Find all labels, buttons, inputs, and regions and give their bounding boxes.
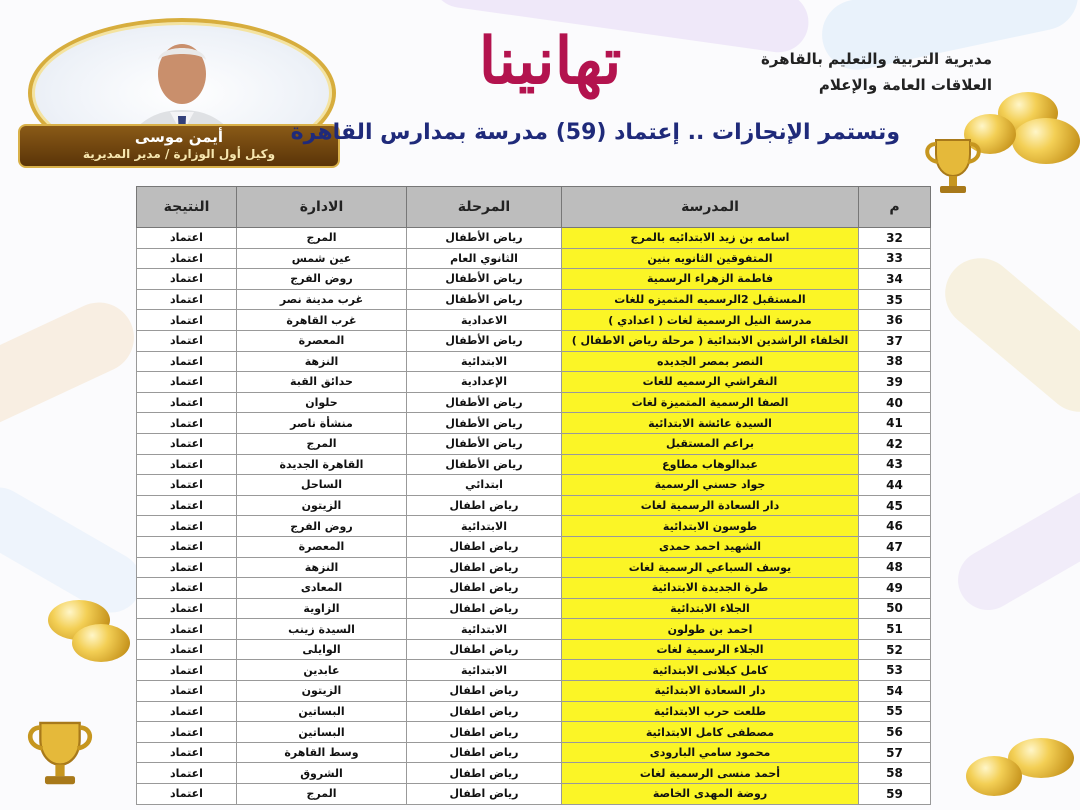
stage: رياض اطفال: [407, 557, 562, 578]
table-row: [137, 289, 931, 310]
table-row: [137, 433, 931, 454]
school-name: مدرسة النيل الرسمية لغات ( اعدادي ): [562, 310, 859, 331]
header-school: المدرسة: [562, 187, 859, 228]
stage: رياض الأطفال: [407, 330, 562, 351]
school-name: الخلفاء الراشدين الابتدائية ( مرحلة رياض الاطفال ): [562, 330, 859, 351]
result: اعتماد: [137, 578, 237, 599]
administration: الساحل: [237, 475, 407, 496]
administration: النزهة: [237, 351, 407, 372]
row-number: 58: [859, 763, 931, 784]
stage: رياض اطفال: [407, 701, 562, 722]
table-row: [137, 639, 931, 660]
administration: غرب مدينة نصر: [237, 289, 407, 310]
administration: حدائق القبة: [237, 372, 407, 393]
stage: الابتدائية: [407, 619, 562, 640]
school-name: يوسف السباعي الرسمية لغات: [562, 557, 859, 578]
header-administration: الادارة: [237, 187, 407, 228]
administration: الزاوية: [237, 598, 407, 619]
school-name: الجلاء الابتدائية: [562, 598, 859, 619]
stage: رياض اطفال: [407, 681, 562, 702]
administration: الشروق: [237, 763, 407, 784]
table-row: [137, 269, 931, 290]
row-number: 34: [859, 269, 931, 290]
school-name: كامل كيلانى الابتدائية: [562, 660, 859, 681]
headline: وتستمر الإنجازات .. إعتماد (59) مدرسة بمدارس القاهرة: [290, 120, 900, 145]
streamer-decoration: [931, 244, 1080, 426]
administration: المعصرة: [237, 330, 407, 351]
row-number: 59: [859, 784, 931, 805]
trophy-icon: [18, 716, 102, 790]
gold-balloon: [1012, 118, 1080, 164]
result: اعتماد: [137, 763, 237, 784]
administration: روض الفرج: [237, 269, 407, 290]
school-name: المتفوقين الثانويه بنين: [562, 248, 859, 269]
stage: رياض الأطفال: [407, 289, 562, 310]
administration: المعصرة: [237, 536, 407, 557]
table-row: [137, 495, 931, 516]
result: اعتماد: [137, 639, 237, 660]
row-number: 41: [859, 413, 931, 434]
stage: رياض الأطفال: [407, 454, 562, 475]
table-row: [137, 742, 931, 763]
stage: رياض اطفال: [407, 763, 562, 784]
table-row: [137, 578, 931, 599]
administration: الزيتون: [237, 681, 407, 702]
row-number: 51: [859, 619, 931, 640]
result: اعتماد: [137, 392, 237, 413]
administration: عين شمس: [237, 248, 407, 269]
administration: الزيتون: [237, 495, 407, 516]
result: اعتماد: [137, 248, 237, 269]
stage: رياض الأطفال: [407, 228, 562, 249]
stage: رياض اطفال: [407, 639, 562, 660]
school-name: النقراشي الرسميه للغات: [562, 372, 859, 393]
row-number: 53: [859, 660, 931, 681]
table-row: [137, 392, 931, 413]
header-number: م: [859, 187, 931, 228]
school-name: الشهيد احمد حمدى: [562, 536, 859, 557]
school-name: الصفا الرسمية المتميزة لغات: [562, 392, 859, 413]
result: اعتماد: [137, 742, 237, 763]
administration: عابدين: [237, 660, 407, 681]
result: اعتماد: [137, 619, 237, 640]
row-number: 52: [859, 639, 931, 660]
result: اعتماد: [137, 598, 237, 619]
stage: رياض اطفال: [407, 784, 562, 805]
table-row: [137, 598, 931, 619]
table-row: [137, 557, 931, 578]
result: اعتماد: [137, 557, 237, 578]
department-line2: العلاقات العامة والإعلام: [818, 76, 992, 94]
school-name: أحمد منسى الرسمية لغات: [562, 763, 859, 784]
result: اعتماد: [137, 269, 237, 290]
administration: حلوان: [237, 392, 407, 413]
table-row: [137, 784, 931, 805]
table-row: [137, 454, 931, 475]
stage: رياض الأطفال: [407, 433, 562, 454]
stage: رياض الأطفال: [407, 413, 562, 434]
result: اعتماد: [137, 536, 237, 557]
table-row: [137, 763, 931, 784]
stage: رياض الأطفال: [407, 392, 562, 413]
administration: البساتين: [237, 722, 407, 743]
streamer-decoration: [0, 291, 145, 439]
row-number: 33: [859, 248, 931, 269]
school-name: فاطمة الزهراء الرسمية: [562, 269, 859, 290]
row-number: 38: [859, 351, 931, 372]
row-number: 49: [859, 578, 931, 599]
table-row: [137, 228, 931, 249]
administration: المرج: [237, 433, 407, 454]
row-number: 56: [859, 722, 931, 743]
row-number: 46: [859, 516, 931, 537]
gold-balloon: [966, 756, 1022, 796]
table-row: [137, 660, 931, 681]
row-number: 48: [859, 557, 931, 578]
person-title: وكيل أول الوزارة / مدير المديرية: [82, 147, 276, 161]
stage: الإعدادية: [407, 372, 562, 393]
school-name: النصر بمصر الجديده: [562, 351, 859, 372]
result: اعتماد: [137, 784, 237, 805]
school-name: عبدالوهاب مطاوع: [562, 454, 859, 475]
row-number: 32: [859, 228, 931, 249]
administration: السيدة زينب: [237, 619, 407, 640]
streamer-decoration: [947, 479, 1080, 621]
stage: الاعدادية: [407, 310, 562, 331]
administration: غرب القاهرة: [237, 310, 407, 331]
table-row: [137, 722, 931, 743]
row-number: 40: [859, 392, 931, 413]
school-name: طلعت حرب الابتدائية: [562, 701, 859, 722]
table-row: [137, 516, 931, 537]
administration: منشأة ناصر: [237, 413, 407, 434]
school-name: روضة المهدى الخاصة: [562, 784, 859, 805]
row-number: 42: [859, 433, 931, 454]
result: اعتماد: [137, 660, 237, 681]
table-header-row: [137, 187, 931, 228]
administration: القاهرة الجديدة: [237, 454, 407, 475]
result: اعتماد: [137, 372, 237, 393]
header-stage: المرحلة: [407, 187, 562, 228]
result: اعتماد: [137, 495, 237, 516]
congrats-title: تهانينا: [478, 24, 622, 99]
school-name: مصطفى كامل الابتدائية: [562, 722, 859, 743]
department-info: [732, 46, 992, 98]
result: اعتماد: [137, 413, 237, 434]
result: اعتماد: [137, 454, 237, 475]
row-number: 47: [859, 536, 931, 557]
result: اعتماد: [137, 722, 237, 743]
schools-table: [136, 186, 931, 805]
stage: رياض اطفال: [407, 578, 562, 599]
administration: الوايلى: [237, 639, 407, 660]
row-number: 39: [859, 372, 931, 393]
row-number: 43: [859, 454, 931, 475]
department-line1: مديرية التربية والتعليم بالقاهرة: [761, 50, 992, 68]
table-row: [137, 372, 931, 393]
table-row: [137, 681, 931, 702]
school-name: طرة الجديدة الابتدائية: [562, 578, 859, 599]
row-number: 57: [859, 742, 931, 763]
stage: رياض اطفال: [407, 536, 562, 557]
result: اعتماد: [137, 310, 237, 331]
stage: رياض اطفال: [407, 495, 562, 516]
stage: الثانوي العام: [407, 248, 562, 269]
result: اعتماد: [137, 701, 237, 722]
header-result: النتيجة: [137, 187, 237, 228]
stage: ابتدائي: [407, 475, 562, 496]
stage: رياض اطفال: [407, 742, 562, 763]
row-number: 50: [859, 598, 931, 619]
stage: الابتدائية: [407, 660, 562, 681]
result: اعتماد: [137, 433, 237, 454]
administration: النزهة: [237, 557, 407, 578]
person-name: أيمن موسى: [134, 128, 224, 146]
row-number: 35: [859, 289, 931, 310]
stage: الابتدائية: [407, 516, 562, 537]
row-number: 37: [859, 330, 931, 351]
table-row: [137, 413, 931, 434]
school-name: المستقبل 2الرسميه المتميزه للغات: [562, 289, 859, 310]
table-row: [137, 475, 931, 496]
stage: الابتدائية: [407, 351, 562, 372]
school-name: دار السعادة الابتدائية: [562, 681, 859, 702]
school-name: السيدة عائشة الابتدائية: [562, 413, 859, 434]
school-name: دار السعادة الرسمية لغات: [562, 495, 859, 516]
administration: المرج: [237, 228, 407, 249]
table-row: [137, 536, 931, 557]
table-row: [137, 701, 931, 722]
table-row: [137, 310, 931, 331]
stage: رياض اطفال: [407, 598, 562, 619]
row-number: 36: [859, 310, 931, 331]
administration: المرج: [237, 784, 407, 805]
table-row: [137, 330, 931, 351]
row-number: 55: [859, 701, 931, 722]
result: اعتماد: [137, 351, 237, 372]
table-row: [137, 619, 931, 640]
gold-balloon: [72, 624, 130, 662]
result: اعتماد: [137, 681, 237, 702]
school-name: محمود سامي البارودى: [562, 742, 859, 763]
stage: رياض الأطفال: [407, 269, 562, 290]
stage: رياض اطفال: [407, 722, 562, 743]
table-row: [137, 351, 931, 372]
result: اعتماد: [137, 516, 237, 537]
result: اعتماد: [137, 475, 237, 496]
row-number: 54: [859, 681, 931, 702]
school-name: اسامه بن زيد الابتدائيه بالمرج: [562, 228, 859, 249]
result: اعتماد: [137, 228, 237, 249]
administration: المعادى: [237, 578, 407, 599]
school-name: احمد بن طولون: [562, 619, 859, 640]
school-name: جواد حسني الرسمية: [562, 475, 859, 496]
school-name: براعم المستقبل: [562, 433, 859, 454]
row-number: 45: [859, 495, 931, 516]
administration: وسط القاهرة: [237, 742, 407, 763]
school-name: طوسون الابتدائية: [562, 516, 859, 537]
result: اعتماد: [137, 330, 237, 351]
row-number: 44: [859, 475, 931, 496]
administration: روض الفرج: [237, 516, 407, 537]
school-name: الجلاء الرسمية لغات: [562, 639, 859, 660]
table-row: [137, 248, 931, 269]
accreditation-table: [136, 186, 930, 805]
administration: البساتين: [237, 701, 407, 722]
result: اعتماد: [137, 289, 237, 310]
